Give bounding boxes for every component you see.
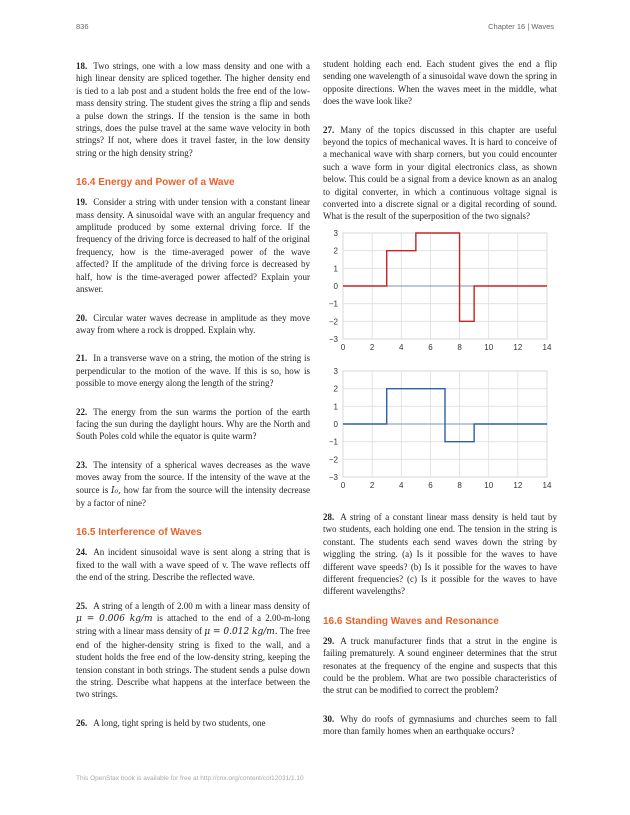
- x-tick-label: 10: [484, 480, 494, 490]
- footer-note: This OpenStax book is available for free at http://cnx.org/content/col12031/1.10: [76, 775, 304, 782]
- section-heading-16-5: 16.5 Interference of Waves: [76, 527, 202, 539]
- y-tick-label: 3: [333, 366, 338, 376]
- section-heading-16-4: 16.4 Energy and Power of a Wave: [76, 177, 235, 189]
- signal-chart-1: [323, 227, 557, 359]
- signal-chart-2: [323, 365, 557, 497]
- x-tick-label: 2: [369, 342, 375, 352]
- question-26: 26. A long, tight spring is held by two students, one: [76, 717, 266, 728]
- x-tick-label: 14: [542, 342, 552, 352]
- x-tick-label: 2: [369, 480, 375, 490]
- x-tick-label: 4: [399, 480, 404, 490]
- x-tick-label: 0: [340, 480, 346, 490]
- right-column: [323, 58, 557, 754]
- x-tick-label: 8: [457, 480, 462, 490]
- y-tick-label: 2: [333, 384, 338, 394]
- y-tick-label: −1: [328, 437, 338, 447]
- question-25: 25. A string of a length of 2.00 m with a linear mass density of μ = 0.006 kg/m is attached to the end of a 2.00-m-long string with a linear mass density of μ = 0.012 kg/m. The free end of the higher-density string is fixed to the wall, and a student holds the free end of the low-density string, keeping the tension constant in both strings. The student sends a pulse down the string. Describe what happens at the interface between the two strings.: [76, 600, 311, 700]
- y-tick-label: −1: [328, 299, 338, 309]
- x-tick-label: 10: [484, 342, 494, 352]
- page-number: 836: [76, 22, 89, 31]
- question-30: 30. Why do roofs of gymnasiums and churches seem to fall more than family homes when an earthquake occurs?: [323, 713, 557, 737]
- section-heading-16-6: 16.6 Standing Waves and Resonance: [323, 615, 499, 627]
- y-tick-label: 1: [333, 264, 338, 274]
- y-tick-label: 2: [333, 246, 338, 256]
- chapter-title: Chapter 16 | Waves: [488, 22, 554, 31]
- question-26-continued: student holding each end. Each student gives the end a flip sending one wavelength of a sinusoidal wave down the spring in opposite directions. When the waves meet in the middle, what does the wave look like?: [323, 59, 557, 107]
- y-tick-label: 3: [333, 228, 338, 238]
- question-29: 29. A truck manufacturer finds that a strut in the engine is failing prematurely. A sound engineer determines that the strut resonates at the frequency of the engine and suspects that this could be the problem. What are two possible characteristics of the strut can be modified to correct the problem?: [323, 635, 557, 696]
- y-tick-label: −3: [328, 472, 338, 482]
- question-20: 20. Circular water waves decrease in amplitude as they move away from where a rock is dropped. Explain why.: [76, 312, 310, 335]
- x-tick-label: 8: [457, 342, 462, 352]
- question-27: 27. Many of the topics discussed in this chapter are useful beyond the topics of mechanical waves. It is hard to conceive of a mechanical wave with sharp corners, but you could encounter such a wave form in your digital electronics class, as shown below. This could be a signal from a device known as an analog to digital converter, in which a continuous voltage signal is converted into a discrete signal or a digital recording of sound. What is the result of the superposition of the two signals?: [323, 124, 557, 222]
- y-tick-label: −2: [328, 317, 338, 327]
- y-tick-label: 0: [333, 281, 338, 291]
- question-23: 23. The intensity of a spherical waves decreases as the wave moves away from the source. If the intensity of the wave at the source is I₀, how far from the source will the intensity decrease by a factor of nine?: [76, 459, 311, 508]
- x-tick-label: 14: [542, 480, 552, 490]
- question-19: 19. Consider a string with under tension with a constant linear mass density. A sinusoidal wave with an angular frequency and amplitude produced by some external driving force. If the frequency of the driving force is decreased to half of the original frequency, how is the time-averaged power of the wave affected? If the amplitude of the driving force is decreased by half, how is the time-averaged power affected? Explain your answer.: [76, 197, 310, 295]
- x-tick-label: 6: [428, 342, 433, 352]
- question-22: 22. The energy from the sun warms the portion of the earth facing the sun during the daylight hours. Why are the North and South Poles cold while the equator is quite warm?: [76, 406, 310, 442]
- x-tick-label: 12: [513, 480, 523, 490]
- x-tick-label: 4: [399, 342, 404, 352]
- question-28: 28. A string of a constant linear mass density is held taut by two students, each holding one end. The tension in the string is constant. The students each send waves down the string by wiggling the string. (a) Is it possible for the waves to have different wave speeds? (b) Is it possible for the waves to have different frequencies? (c) Is it possible for the waves to have different wavelengths?: [323, 511, 557, 597]
- question-21: 21. In a transverse wave on a string, the motion of the string is perpendicular to the motion of the wave. If this is so, how is possible to move energy along the length of the string?: [76, 353, 310, 389]
- left-column: [76, 60, 310, 745]
- y-tick-label: −3: [328, 334, 338, 344]
- y-tick-label: 0: [333, 419, 338, 429]
- question-18: 18. Two strings, one with a low mass density and one with a high linear density are spliced together. The higher density end is tied to a lab post and a student holds the free end of the low-mass density string. The student gives the string a flip and sends a pulse down the strings. If the tension is the same in both strings, does the pulse travel at the same wave velocity in both strings? If not, where does it travel faster, in the low density string or the high density string?: [76, 61, 310, 158]
- question-24: 24. An incident sinusoidal wave is sent along a string that is fixed to the wall with a wave speed of v. The wave reflects off the end of the string. Describe the reflected wave.: [76, 547, 310, 583]
- x-tick-label: 12: [513, 342, 523, 352]
- y-tick-label: 1: [333, 402, 338, 412]
- x-tick-label: 6: [428, 480, 433, 490]
- x-tick-label: 0: [340, 342, 346, 352]
- y-tick-label: −2: [328, 455, 338, 465]
